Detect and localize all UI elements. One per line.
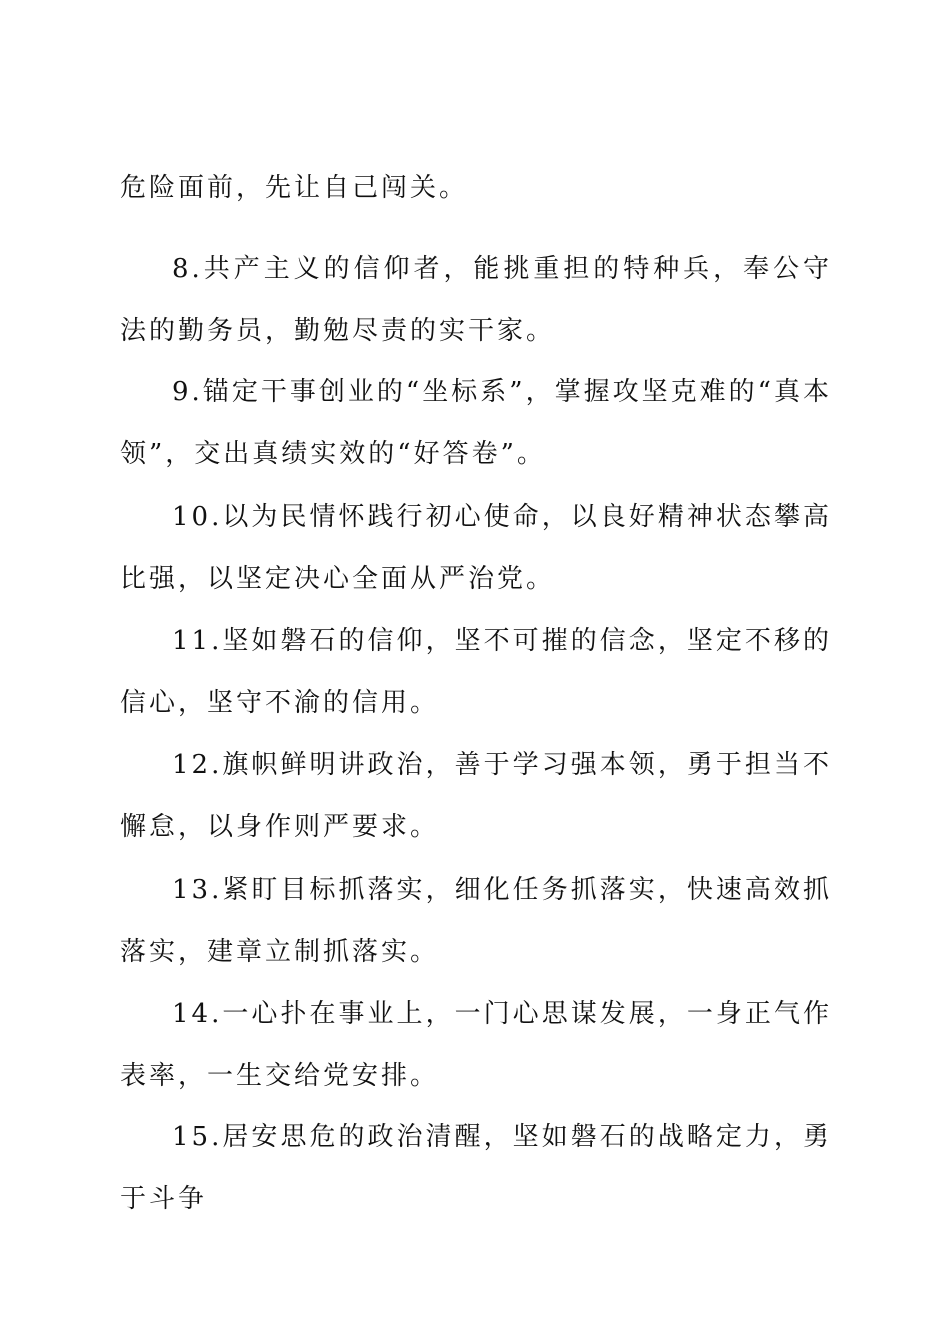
paragraph-item-10: 10.以为民情怀践行初心使命，以良好精神状态攀高比强，以坚定决心全面从严治党。 — [120, 502, 832, 594]
paragraph-item-15: 15.居安思危的政治清醒，坚如磐石的战略定力，勇于斗争 — [120, 1122, 832, 1214]
paragraph-item-14: 14.一心扑在事业上，一门心思谋发展，一身正气作表率，一生交给党安排。 — [120, 999, 832, 1091]
paragraph-item-11: 11.坚如磐石的信仰，坚不可摧的信念，坚定不移的信心，坚守不渝的信用。 — [120, 626, 832, 718]
paragraph-item-8: 8.共产主义的信仰者，能挑重担的特种兵，奉公守法的勤务员，勤勉尽责的实干家。 — [120, 254, 832, 346]
paragraph-item-9: 9.锚定干事创业的“坐标系”，掌握攻坚克难的“真本领”，交出真绩实效的“好答卷”。 — [120, 377, 832, 469]
paragraph-item-12: 12.旗帜鲜明讲政治，善于学习强本领，勇于担当不懈怠，以身作则严要求。 — [120, 750, 832, 842]
paragraph-item-13: 13.紧盯目标抓落实，细化任务抓落实，快速高效抓落实，建章立制抓落实。 — [120, 875, 832, 967]
paragraph-continuation: 危险面前，先让自己闯关。 — [120, 173, 469, 203]
